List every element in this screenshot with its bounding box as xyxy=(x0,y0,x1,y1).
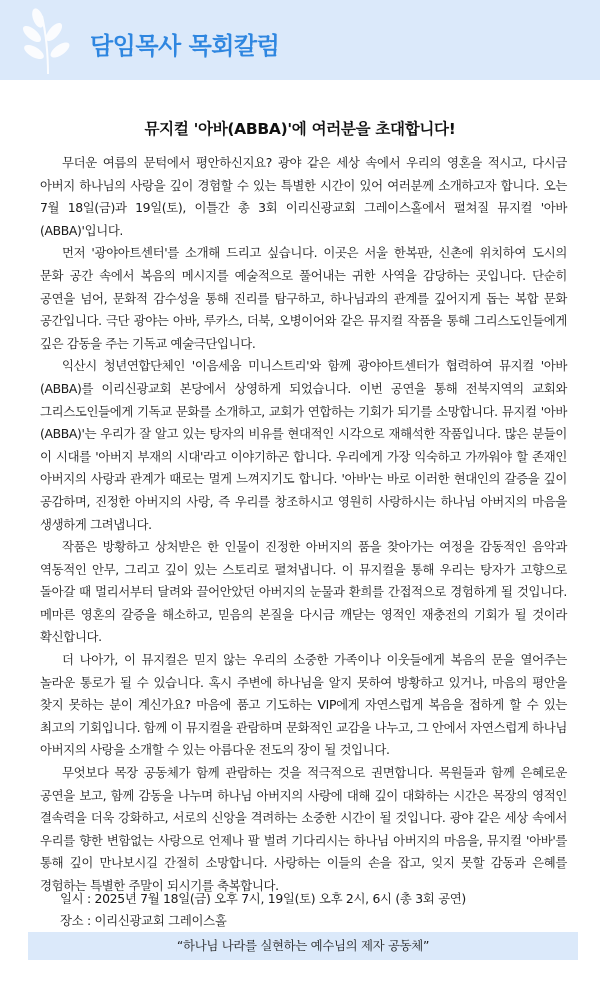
column-header xyxy=(0,0,600,80)
event-schedule: 일시 : 2025년 7월 18일(금) 오후 7시, 19일(토) 오후 2시, 6시 (총 3회 공연) xyxy=(60,891,466,906)
paragraph: 무엇보다 목장 공동체가 함께 관람하는 것을 적극적으로 권면합니다. 목원들과 함께 은혜로운 공연을 보고, 함께 감동을 나누며 하나님 아버지의 사랑에 대해 깊이 대화하는 시간은 목장의 영적인 결속력을 더욱 강화하고, 서로의 신앙을 격려하는 소중한 시간이 될 것입니다. 광야 같은 세상 속에서 우리를 향한 변함없는 사랑으로 언제나 팔 벌려 기다리시는 하나님 아버지의 마음을, 뮤지컬 '아바'를 통해 깊이 만나보시길 간절히 소망합니다. 사랑하는 이들의 손을 잡고, 잊지 못할 감동과 은혜를 경험하는 특별한 주말이 되시기를 축복합니다. xyxy=(40,765,567,893)
leaf-sprig-icon xyxy=(8,4,88,76)
section-title: 담임목사 목회칼럼 xyxy=(90,32,280,60)
paragraph: 더 나아가, 이 뮤지컬은 믿지 않는 우리의 소중한 가족이나 이웃들에게 복음의 문을 열어주는 놀라운 통로가 될 수 있습니다. 혹시 주변에 하나님을 알지 못하여 방황하고 있거나, 마음의 평안을 찾지 못하는 분이 계신가요? 마음에 품고 기도하는 VIP에게 자연스럽게 복음을 접하게 할 수 있는 최고의 기회입니다. 함께 이 뮤지컬을 관람하며 문화적인 교감을 나누고, 그 안에서 자연스럽게 하나님 아버지의 사랑을 소개할 수 있는 아름다운 전도의 장이 될 것입니다. xyxy=(40,652,567,758)
paragraph: 작품은 방황하고 상처받은 한 인물이 진정한 아버지의 품을 찾아가는 여정을 감동적인 음악과 역동적인 안무, 그리고 깊이 있는 스토리로 펼쳐냅니다. 이 뮤지컬을 통해 우리는 탕자가 고향으로 돌아갈 때 멀리서부터 달려와 끌어안았던 아버지의 눈물과 환희를 간접적으로 경험하게 될 것입니다. 메마른 영혼의 갈증을 해소하고, 믿음의 본질을 다시금 깨닫는 영적인 재충전의 기회가 될 것이라 확신합니다. xyxy=(40,539,567,645)
column-body xyxy=(40,152,567,898)
event-info xyxy=(60,888,560,932)
paragraph: 무더운 여름의 문턱에서 평안하신지요? 광야 같은 세상 속에서 우리의 영혼을 적시고, 다시금 아버지 하나님의 사랑을 깊이 경험할 수 있는 특별한 시간이 있어 여러분께 소개하고자 합니다. 오는 7월 18일(금)과 19일(토), 이틀간 총 3회 이리신광교회 그레이스홀에서 펼쳐질 뮤지컬 '아바(ABBA)'입니다. xyxy=(40,155,567,238)
paragraph: 먼저 '광야아트센터'를 소개해 드리고 싶습니다. 이곳은 서울 한복판, 신촌에 위치하여 도시의 문화 공간 속에서 복음의 메시지를 예술적으로 풀어내는 귀한 사역을 감당하는 곳입니다. 단순히 공연을 넘어, 문화적 감수성을 통해 진리를 탐구하고, 하나님과의 관계를 깊어지게 돕는 복합 문화 공간입니다. 극단 광야는 아바, 루카스, 더북, 오병이어와 같은 뮤지컬 작품을 통해 그리스도인들에게 깊은 감동을 주는 기독교 예술극단입니다. xyxy=(40,245,567,351)
column-title: 뮤지컬 '아바(ABBA)'에 여러분을 초대합니다! xyxy=(144,120,456,138)
event-venue: 장소 : 이리신광교회 그레이스홀 xyxy=(60,913,227,928)
paragraph: 익산시 청년연합단체인 '이음세움 미니스트리'와 함께 광야아트센터가 협력하여 뮤지컬 '아바(ABBA)를 이리신광교회 본당에서 상영하게 되었습니다. 이번 공연을 통해 전북지역의 교회와 그리스도인들에게 기독교 문화를 소개하고, 교회가 연합하는 기회가 되기를 소망합니다. 뮤지컬 '아바(ABBA)'는 우리가 잘 알고 있는 탕자의 비유를 현대적인 시각으로 재해석한 작품입니다. 많은 분들이 이 시대를 '아버지 부재의 시대'라고 이야기하곤 합니다. 우리에게 가장 익숙하고 가까워야 할 존재인 아버지의 사랑과 관계가 때로는 멀게 느껴지기도 합니다. '아바'는 바로 이러한 현대인의 갈증을 깊이 공감하며, 진정한 아버지의 사랑, 즉 우리를 창조하시고 영원히 사랑하시는 하나님 아버지의 마음을 생생하게 그려냅니다. xyxy=(40,358,567,532)
church-motto: “하나님 나라를 실현하는 예수님의 제자 공동체” xyxy=(28,932,578,960)
